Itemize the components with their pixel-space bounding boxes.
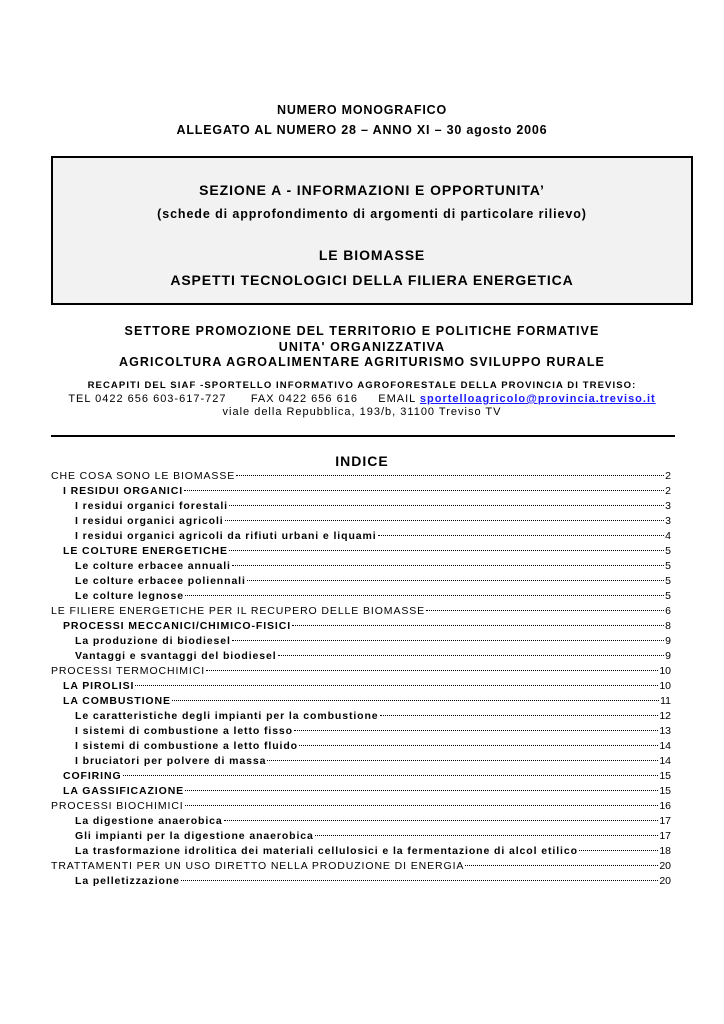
toc-entry[interactable]: [51, 515, 671, 530]
toc-entry[interactable]: [51, 695, 671, 710]
toc-dot-leader: [123, 775, 659, 776]
toc-entry[interactable]: [51, 875, 671, 890]
section-title: SEZIONE A - INFORMAZIONI E OPPORTUNITA’: [199, 182, 545, 198]
toc-entry-title: I residui organici forestali: [75, 500, 228, 512]
toc-entry[interactable]: [51, 800, 671, 815]
toc-dot-leader: [229, 505, 664, 506]
toc-entry[interactable]: [51, 605, 671, 620]
toc-entry[interactable]: [51, 530, 671, 545]
toc-entry-title: Vantaggi e svantaggi del biodiesel: [75, 650, 277, 662]
toc-entry[interactable]: [51, 755, 671, 770]
toc-entry-title: PROCESSI MECCANICI/CHIMICO-FISICI: [63, 620, 292, 632]
toc-entry-title: I RESIDUI ORGANICI: [63, 485, 184, 497]
toc-entry-page: 9: [665, 635, 671, 647]
toc-entry[interactable]: [51, 860, 671, 875]
toc-entry-page: 8: [665, 620, 671, 632]
toc-dot-leader: [181, 880, 658, 881]
toc-entry-page: 5: [665, 545, 671, 557]
toc-entry-page: 11: [660, 695, 671, 707]
toc-entry-page: 9: [665, 650, 671, 662]
toc-entry-title: LA PIROLISI: [63, 680, 135, 692]
toc-entry-title: La pelletizzazione: [75, 875, 180, 887]
email-link[interactable]: sportelloagricolo@provincia.treviso.it: [419, 393, 656, 405]
toc-entry-title: COFIRING: [63, 770, 122, 782]
toc-entry-page: 16: [659, 800, 671, 812]
toc-entry[interactable]: [51, 620, 671, 635]
toc-entry[interactable]: [51, 815, 671, 830]
document-subtitle: ASPETTI TECNOLOGICI DELLA FILIERA ENERGETICA: [170, 272, 574, 288]
toc-dot-leader: [232, 640, 664, 641]
toc-entry-page: 2: [665, 470, 671, 482]
settore-line-3: AGRICOLTURA AGROALIMENTARE AGRITURISMO SVILUPPO RURALE: [118, 355, 605, 369]
fax: FAX 0422 656 616: [250, 393, 358, 405]
toc-dot-leader: [294, 730, 658, 731]
toc-entry-title: LE COLTURE ENERGETICHE: [63, 545, 228, 557]
toc-dot-leader: [236, 475, 664, 476]
toc-entry-title: TRATTAMENTI PER UN USO DIRETTO NELLA PRODUZIONE DI ENERGIA: [51, 860, 465, 872]
toc-entry-title: PROCESSI BIOCHIMICI: [51, 800, 184, 812]
toc-dot-leader: [380, 715, 659, 716]
header-line-1: NUMERO MONOGRAFICO: [277, 103, 447, 117]
toc-entry[interactable]: [51, 470, 671, 485]
toc-dot-leader: [185, 805, 659, 806]
toc-dot-leader: [185, 790, 658, 791]
table-of-contents: [51, 470, 671, 890]
settore-line-1: SETTORE PROMOZIONE DEL TERRITORIO E POLITICHE FORMATIVE: [124, 324, 600, 338]
toc-entry-title: I bruciatori per polvere di massa: [75, 755, 267, 767]
toc-entry-title: Le colture legnose: [75, 590, 184, 602]
toc-dot-leader: [465, 865, 658, 866]
toc-dot-leader: [315, 835, 659, 836]
toc-entry-page: 6: [665, 605, 671, 617]
toc-entry[interactable]: [51, 710, 671, 725]
toc-entry-page: 5: [665, 590, 671, 602]
toc-dot-leader: [224, 820, 659, 821]
index-title: INDICE: [335, 453, 389, 469]
toc-entry[interactable]: [51, 560, 671, 575]
toc-entry[interactable]: [51, 665, 671, 680]
toc-entry-page: 14: [659, 755, 671, 767]
toc-entry-title: La produzione di biodiesel: [75, 635, 231, 647]
toc-entry-title: La digestione anaerobica: [75, 815, 223, 827]
toc-dot-leader: [426, 610, 664, 611]
toc-dot-leader: [185, 595, 664, 596]
toc-entry-title: CHE COSA SONO LE BIOMASSE: [51, 470, 236, 482]
toc-entry-page: 10: [659, 665, 671, 677]
toc-dot-leader: [278, 655, 665, 656]
toc-entry-title: I sistemi di combustione a letto fluido: [75, 740, 298, 752]
toc-entry[interactable]: [51, 650, 671, 665]
toc-entry[interactable]: [51, 635, 671, 650]
toc-dot-leader: [579, 850, 658, 851]
tel: TEL 0422 656 603-617-727: [68, 393, 227, 405]
toc-entry-title: I sistemi di combustione a letto fisso: [75, 725, 293, 737]
toc-dot-leader: [378, 535, 665, 536]
toc-entry[interactable]: [51, 830, 671, 845]
toc-entry-page: 17: [659, 830, 671, 842]
toc-entry-page: 12: [659, 710, 671, 722]
address: viale della Repubblica, 193/b, 31100 Treviso TV: [222, 406, 502, 418]
toc-entry-page: 13: [659, 725, 671, 737]
toc-entry-title: LE FILIERE ENERGETICHE PER IL RECUPERO DELLE BIOMASSE: [51, 605, 426, 617]
toc-dot-leader: [225, 520, 665, 521]
toc-dot-leader: [229, 550, 664, 551]
toc-entry[interactable]: [51, 545, 671, 560]
toc-entry-page: 15: [659, 770, 671, 782]
toc-entry-title: I residui organici agricoli da rifiuti urbani e liquami: [75, 530, 377, 542]
toc-dot-leader: [206, 670, 658, 671]
toc-dot-leader: [267, 760, 658, 761]
contact-line: [0, 393, 724, 405]
toc-dot-leader: [172, 700, 659, 701]
toc-dot-leader: [135, 685, 658, 686]
toc-entry[interactable]: [51, 485, 671, 500]
toc-entry-page: 2: [665, 485, 671, 497]
toc-entry-title: Le colture erbacee poliennali: [75, 575, 246, 587]
toc-entry-page: 5: [665, 560, 671, 572]
toc-entry[interactable]: [51, 740, 671, 755]
toc-entry-page: 17: [659, 815, 671, 827]
settore-line-2: UNITA' ORGANIZZATIVA: [278, 340, 446, 354]
section-subtitle: (schede di approfondimento di argomenti di particolare rilievo): [157, 207, 587, 221]
email-label: EMAIL: [378, 393, 416, 405]
toc-dot-leader: [184, 490, 664, 491]
toc-entry-page: 20: [659, 875, 671, 887]
toc-entry[interactable]: [51, 770, 671, 785]
toc-dot-leader: [232, 565, 664, 566]
header-line-2: ALLEGATO AL NUMERO 28 – ANNO XI – 30 agosto 2006: [176, 123, 548, 137]
toc-entry-title: La trasformazione idrolitica dei materiali cellulosici e la fermentazione di alcol etilico: [75, 845, 578, 857]
toc-entry[interactable]: [51, 680, 671, 695]
toc-entry-title: Le caratteristiche degli impianti per la combustione: [75, 710, 379, 722]
toc-entry-title: I residui organici agricoli: [75, 515, 224, 527]
toc-entry[interactable]: [51, 785, 671, 800]
toc-entry[interactable]: [51, 845, 671, 860]
toc-dot-leader: [299, 745, 658, 746]
toc-entry[interactable]: [51, 500, 671, 515]
toc-entry[interactable]: [51, 590, 671, 605]
document-title: LE BIOMASSE: [318, 247, 426, 263]
toc-entry-title: PROCESSI TERMOCHIMICI: [51, 665, 206, 677]
toc-entry[interactable]: [51, 725, 671, 740]
toc-entry-title: LA GASSIFICAZIONE: [63, 785, 185, 797]
toc-entry-title: LA COMBUSTIONE: [63, 695, 171, 707]
toc-entry-page: 14: [659, 740, 671, 752]
toc-entry-page: 3: [665, 515, 671, 527]
toc-entry-page: 15: [659, 785, 671, 797]
toc-entry-title: Le colture erbacee annuali: [75, 560, 231, 572]
toc-entry-page: 10: [659, 680, 671, 692]
toc-entry-page: 4: [665, 530, 671, 542]
toc-entry-page: 18: [659, 845, 671, 857]
toc-dot-leader: [292, 625, 664, 626]
toc-entry-title: Gli impianti per la digestione anaerobica: [75, 830, 314, 842]
divider: [51, 435, 675, 437]
toc-entry[interactable]: [51, 575, 671, 590]
recapiti-label: RECAPITI DEL SIAF -SPORTELLO INFORMATIVO AGROFORESTALE DELLA PROVINCIA DI TREVISO:: [87, 380, 637, 391]
toc-entry-page: 3: [665, 500, 671, 512]
toc-entry-page: 5: [665, 575, 671, 587]
toc-entry-page: 20: [659, 860, 671, 872]
title-box: [51, 156, 693, 305]
toc-dot-leader: [247, 580, 664, 581]
